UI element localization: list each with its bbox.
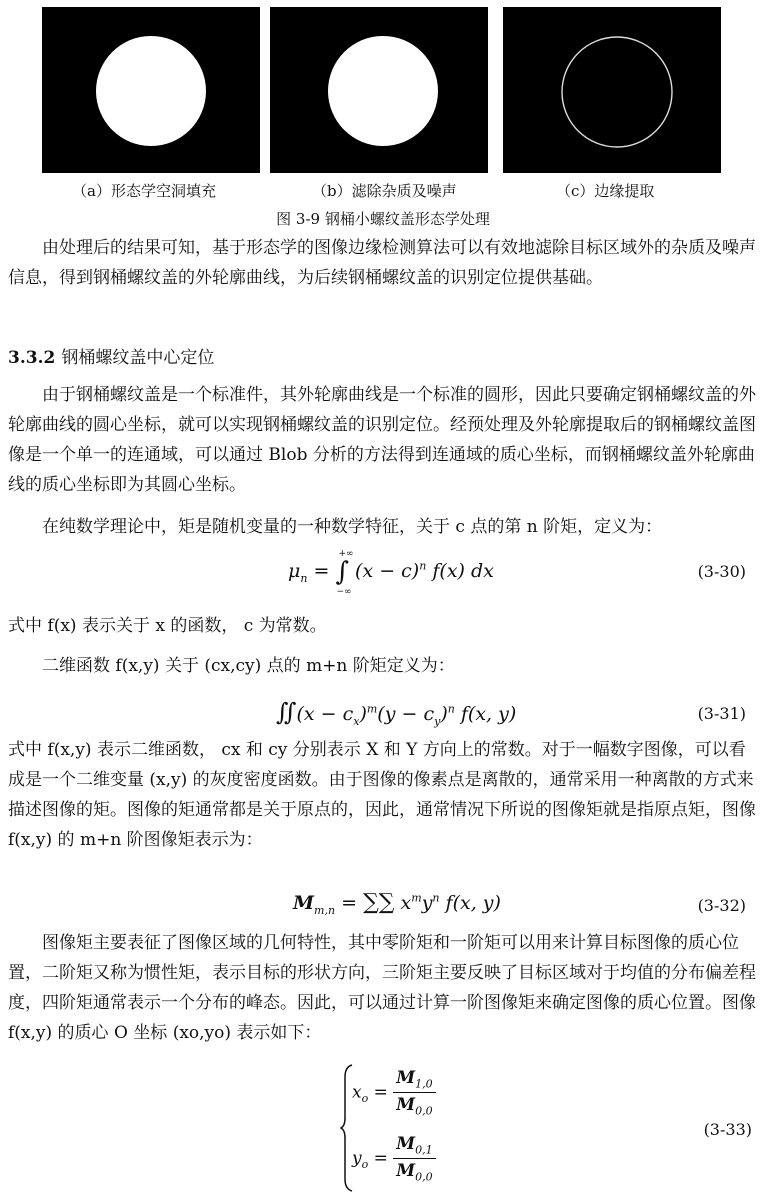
equation-3-33-x: $x_o$ = $\frac{M_{1,0}}{M_{0,0}}$ — [352, 1068, 436, 1118]
subfigure-label-c: （c）边缘提取 — [556, 182, 655, 200]
equation-3-32-number: (3-32) — [697, 896, 746, 915]
equation-3-31 — [8, 694, 760, 734]
paragraph-6: 式中 f(x,y) 表示二维函数， cx 和 cy 分别表示 X 和 Y 方向上的常数。对于一幅数字图像，可以看成是一个二维变量 (x,y) 的灰度密度函数。由于图像的像素点是离散的，通常采用一种离散的方式来描述图像的矩。图像的矩通常都是关于原点的，因此，通常情况下所说的图像矩就是指原点矩，图像 f(x,y) 的 m+n 阶图像矩表示为： — [8, 740, 756, 850]
paragraph-4: 式中 f(x) 表示关于 x 的函数， c 为常数。 — [8, 616, 327, 636]
equation-3-33-y: $y_o$ = $\frac{M_{0,1}}{M_{0,0}}$ — [352, 1134, 436, 1184]
equation-3-32 — [8, 888, 760, 928]
figure-panel-c — [503, 7, 721, 173]
equation-3-32-formula: $M_{m,n}$ = ∑∑ $x^my^n$ f(x, y) — [293, 890, 501, 917]
filled-disc-image-b — [270, 7, 492, 173]
edge-ring-image-c — [503, 7, 721, 173]
figure-caption: 图 3-9 钢桶小螺纹盖形态学处理 — [276, 210, 490, 228]
filled-disc-image-a — [42, 7, 260, 173]
equation-3-30-number: (3-30) — [697, 562, 746, 581]
subfigure-label-a: （a）形态学空洞填充 — [72, 182, 216, 200]
equation-3-31-number: (3-31) — [697, 704, 746, 723]
paragraph-7: 图像矩主要表征了图像区域的几何特性，其中零阶矩和一阶矩可以用来计算目标图像的质心位置，二阶矩又称为惯性矩，表示目标的形状方向，三阶矩主要反映了目标区域对于均值的分布偏差程度，四阶矩通常表示一个分布的峰态。因此，可以通过计算一阶图像矩来确定图像的质心位置。图像 f(x,y) 的质心 O 坐标 (xo,yo) 表示如下： — [8, 933, 756, 1043]
paragraph-3: 在纯数学理论中，矩是随机变量的一种数学特征，关于 c 点的第 n 阶矩，定义为： — [42, 517, 663, 537]
equation-3-33-number: (3-33) — [703, 1120, 752, 1139]
equation-3-31-formula: ∬(x − $c_x)^m(y - c_y)^n$ f(x, y) — [276, 698, 517, 728]
paragraph-5: 二维函数 f(x,y) 关于 (cx,cy) 点的 m+n 阶矩定义为： — [42, 656, 455, 676]
subfigure-label-b: （b）滤除杂质及噪声 — [312, 182, 457, 200]
section-title: 钢桶螺纹盖中心定位 — [61, 348, 215, 368]
equation-3-30 — [8, 549, 760, 597]
figure-panel-a — [42, 7, 260, 173]
paragraph-2: 由于钢桶螺纹盖是一个标准件，其外轮廓曲线是一个标准的圆形，因此只要确定钢桶螺纹盖的外轮廓曲线的圆心坐标，就可以实现钢桶螺纹盖的识别定位。经预处理及外轮廓提取后的钢桶螺纹盖图像是一个单一的连通域，可以通过 Blob 分析的方法得到连通域的质心坐标，而钢桶螺纹盖外轮廓曲线的质心坐标即为其圆心坐标。 — [8, 385, 756, 495]
section-number: 3.3.2 — [8, 348, 56, 368]
figure-panel-b — [270, 7, 488, 173]
equation-3-30-formula: $\mu_n$ = ∫ +∞ −∞ $(x - c)^n$ f(x) dx — [288, 549, 494, 597]
section-heading — [8, 343, 214, 368]
paragraph-1: 由处理后的结果可知，基于形态学的图像边缘检测算法可以有效地滤除目标区域外的杂质及噪声信息，得到钢桶螺纹盖的外轮廓曲线，为后续钢桶螺纹盖的识别定位提供基础。 — [8, 238, 756, 288]
